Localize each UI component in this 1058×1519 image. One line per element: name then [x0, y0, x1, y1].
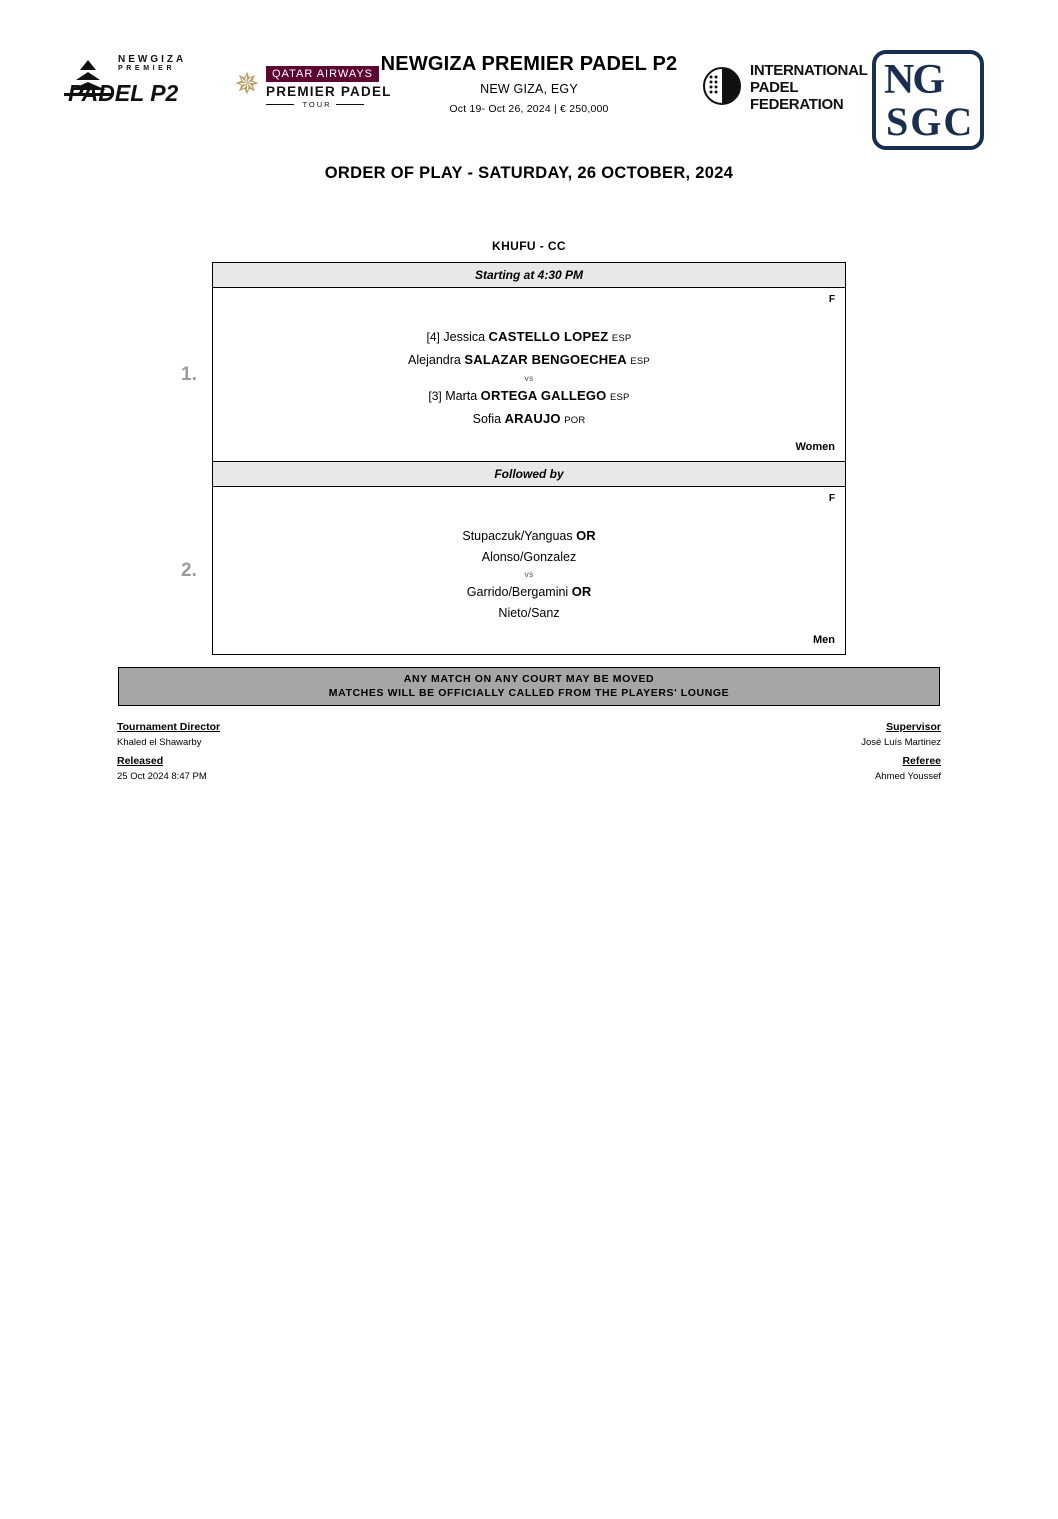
player-last-name: ORTEGA GALLEGO	[480, 388, 607, 403]
qatar-airways-label: QATAR AIRWAYS	[266, 66, 379, 82]
round-code: F	[828, 493, 835, 504]
team-name: Garrido/Bergamini	[466, 585, 569, 599]
session-time-band: Followed by	[213, 461, 845, 487]
supervisor-label: Supervisor	[886, 721, 941, 733]
oryx-flower-icon: ✵	[234, 68, 260, 101]
player-country: ESP	[630, 356, 650, 367]
document-header	[0, 22, 1058, 142]
round-code: F	[828, 294, 835, 305]
versus-label: vs	[524, 569, 534, 579]
international-padel-federation-logo	[702, 60, 868, 116]
player-line	[213, 349, 845, 372]
supervisor-name: José Luís Martinez	[861, 737, 941, 748]
released-value: 25 Oct 2024 8:47 PM	[117, 771, 207, 782]
ipf-line-3: FEDERATION	[750, 96, 844, 113]
premier-padel-label: PREMIER PADEL	[266, 84, 392, 99]
player-last-name: SALAZAR BENGOECHEA	[464, 352, 627, 367]
player-first-name: Marta	[445, 389, 478, 403]
ipf-line-2: PADEL	[750, 79, 799, 96]
notice-banner	[118, 667, 940, 706]
match-number: 2.	[181, 559, 197, 581]
team-line	[213, 547, 845, 568]
tournament-director-name: Khaled el Shawarby	[117, 737, 202, 748]
ipf-line-1: INTERNATIONAL	[750, 62, 868, 79]
player-country: ESP	[611, 333, 632, 344]
player-first-name: Alejandra	[408, 353, 461, 367]
document-footer	[117, 720, 941, 784]
tour-label: TOUR	[302, 100, 332, 109]
match-teams	[213, 288, 845, 461]
player-line	[213, 326, 845, 349]
team-name: Alonso/Gonzalez	[481, 550, 577, 564]
player-last-name: ARAUJO	[504, 411, 561, 426]
player-seed: [4]	[426, 330, 440, 344]
referee-label: Referee	[902, 755, 941, 767]
order-of-play-page	[0, 22, 1058, 1519]
team-line	[213, 525, 845, 547]
match-row	[181, 487, 845, 654]
player-first-name: Sofia	[472, 412, 502, 426]
court-schedule-block	[181, 262, 846, 655]
match-category: Women	[795, 441, 835, 453]
footer-left-column	[117, 720, 220, 784]
match-teams	[213, 487, 845, 654]
player-seed: [3]	[428, 389, 442, 403]
ngc-logo-line-2: SGC	[886, 99, 975, 144]
match-number: 1.	[181, 363, 197, 385]
team-line	[213, 581, 845, 603]
newgiza-sporting-club-logo	[872, 50, 984, 150]
order-of-play-title: ORDER OF PLAY - SATURDAY, 26 OCTOBER, 2024	[324, 164, 734, 182]
player-last-name: CASTELLO LOPEZ	[488, 329, 609, 344]
notice-line-2: MATCHES WILL BE OFFICIALLY CALLED FROM THE PLAYERS' LOUNGE	[328, 687, 730, 699]
tournament-director-label: Tournament Director	[117, 721, 221, 733]
ngp-logo-wordmark: PADEL P2	[68, 80, 179, 106]
team-name: Nieto/Sanz	[498, 606, 560, 620]
referee-name: Ahmed Youssef	[874, 771, 941, 782]
ngp-logo-mark-sub: PREMIER	[118, 65, 176, 72]
player-first-name: Jessica	[443, 330, 486, 344]
court-name: KHUFU - CC	[492, 239, 566, 253]
session-time-band: Starting at 4:30 PM	[213, 263, 845, 288]
versus-label: vs	[524, 373, 534, 383]
padel-ball-icon	[702, 66, 742, 106]
player-country: ESP	[609, 392, 630, 403]
player-country: POR	[564, 415, 586, 426]
ngp-logo-mark-top: NEWGIZA	[118, 54, 187, 65]
match-row	[181, 288, 845, 461]
newgiza-premier-padel-logo	[62, 52, 222, 114]
event-dates-prize: Oct 19- Oct 26, 2024 | € 250,000	[449, 103, 609, 115]
event-title-block	[370, 52, 688, 115]
notice-line-1: ANY MATCH ON ANY COURT MAY BE MOVED	[403, 673, 655, 685]
or-label: OR	[571, 584, 592, 599]
team-name: Stupaczuk/Yanguas	[462, 529, 573, 543]
ipf-logo-text	[750, 62, 867, 113]
released-label: Released	[117, 755, 164, 767]
event-title: NEWGIZA PREMIER PADEL P2	[380, 53, 678, 75]
match-category: Men	[813, 634, 835, 646]
qatar-airways-premier-padel-logo	[232, 62, 392, 110]
ngc-logo-line-1: NG	[884, 57, 943, 103]
or-label: OR	[576, 528, 596, 543]
team-line	[213, 603, 845, 624]
player-line	[213, 385, 845, 408]
player-line	[213, 408, 845, 431]
footer-right-column	[861, 720, 941, 784]
event-location: NEW GIZA, EGY	[480, 82, 578, 96]
